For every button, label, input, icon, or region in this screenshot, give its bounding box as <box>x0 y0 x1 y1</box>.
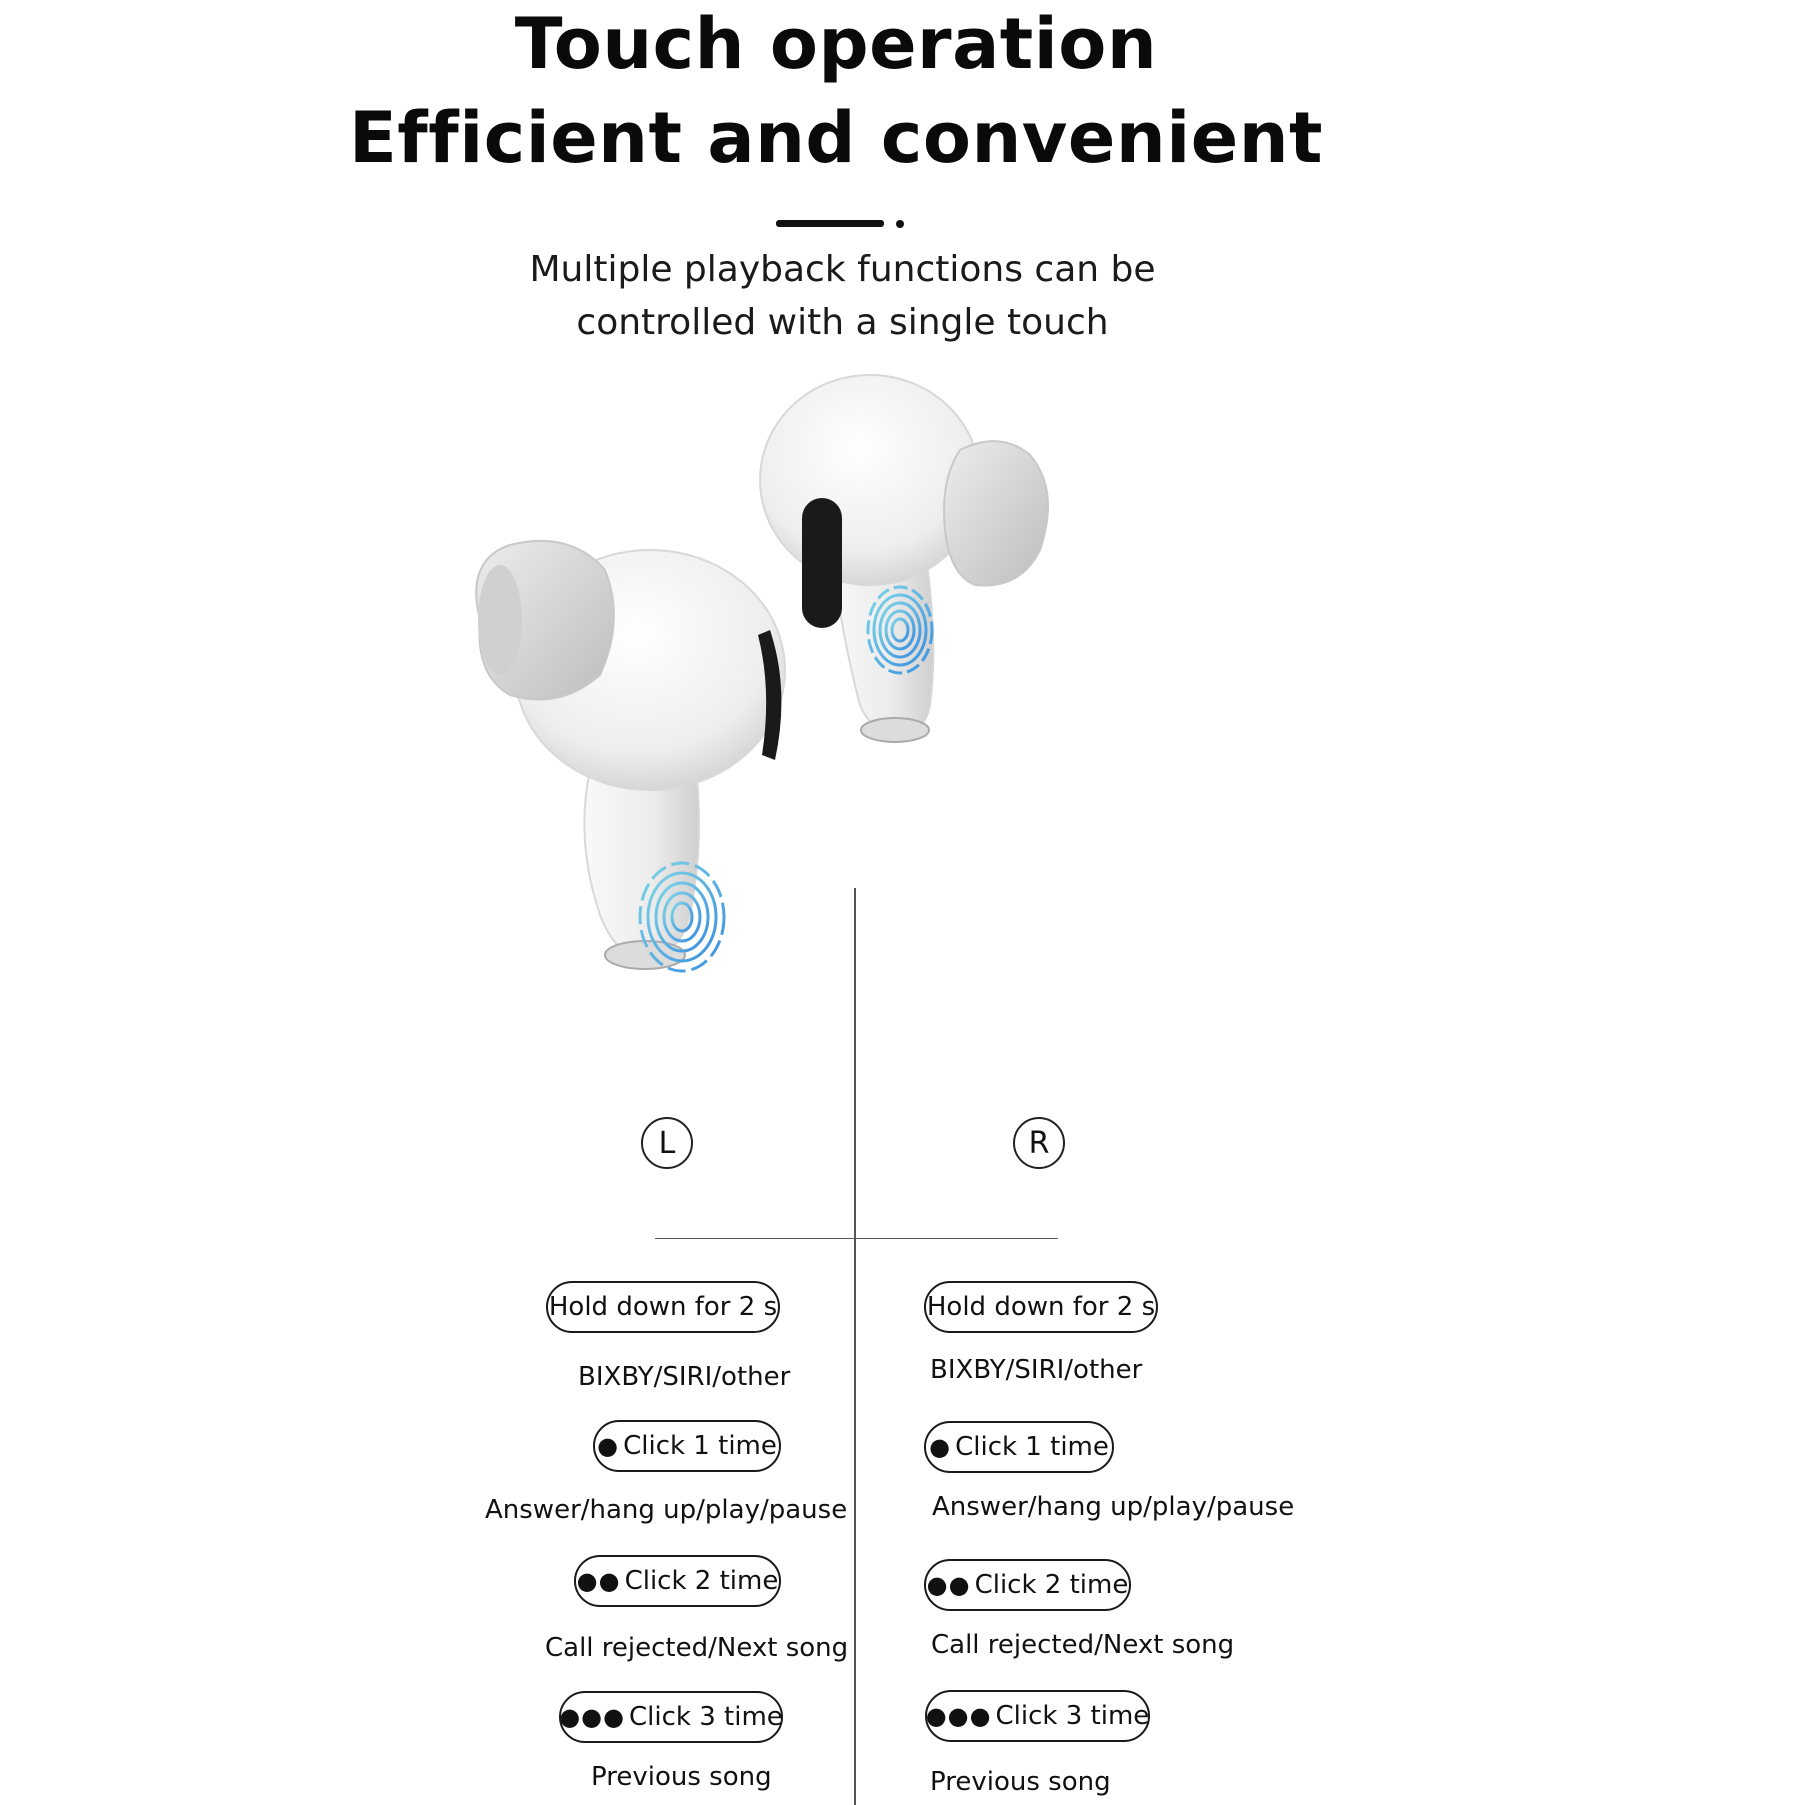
right-click2-result: Call rejected/Next song <box>931 1630 1235 1660</box>
left-side-label: L <box>641 1117 693 1169</box>
one-dot-icon: ● <box>597 1432 620 1460</box>
right-click2-pill <box>924 1559 1131 1611</box>
left-hold-result: BIXBY/SIRI/other <box>578 1362 791 1392</box>
vertical-divider <box>854 888 856 1805</box>
pill-label: Hold down for 2 s <box>548 1292 778 1322</box>
right-earbud <box>760 375 1048 742</box>
pill-label: Click 3 time <box>995 1701 1150 1731</box>
pill-label: Click 1 time <box>623 1431 777 1461</box>
pill-label: Hold down for 2 s <box>926 1292 1156 1322</box>
left-click1-result: Answer/hang up/play/pause <box>485 1495 848 1525</box>
pill-label: Click 1 time <box>955 1432 1109 1462</box>
left-earbud <box>476 541 785 971</box>
pill-label: Click 2 time <box>624 1566 779 1596</box>
right-hold-result: BIXBY/SIRI/other <box>930 1355 1143 1385</box>
two-dots-icon: ●● <box>576 1567 621 1595</box>
left-click2-pill <box>574 1555 781 1607</box>
left-click1-pill <box>593 1420 781 1472</box>
headline-line-2: Efficient and convenient <box>348 97 1324 179</box>
left-hold-pill <box>546 1281 780 1333</box>
pill-label: Click 2 time <box>974 1570 1129 1600</box>
subtitle-line-2: controlled with a single touch <box>576 302 1109 343</box>
left-click2-result: Call rejected/Next song <box>545 1633 849 1663</box>
right-hold-pill <box>924 1281 1158 1333</box>
left-click3-result: Previous song <box>591 1762 772 1792</box>
right-click1-result: Answer/hang up/play/pause <box>932 1492 1295 1522</box>
subtitle-line-1: Multiple playback functions can be <box>529 249 1156 290</box>
right-click3-pill <box>925 1690 1150 1742</box>
pill-label: Click 3 time <box>629 1702 783 1732</box>
headline-line-1: Touch operation <box>514 3 1158 85</box>
three-dots-icon: ●●● <box>925 1702 992 1730</box>
left-click3-pill <box>559 1691 783 1743</box>
one-dot-icon: ● <box>929 1433 952 1461</box>
two-dots-icon: ●● <box>926 1571 971 1599</box>
three-dots-icon: ●●● <box>559 1703 626 1731</box>
horizontal-divider <box>655 1238 1058 1239</box>
divider-bar <box>776 220 884 227</box>
right-click1-pill <box>924 1421 1114 1473</box>
earbuds-illustration <box>440 370 1240 1070</box>
right-click3-result: Previous song <box>930 1767 1111 1797</box>
right-side-label: R <box>1013 1117 1065 1169</box>
divider-dot <box>896 220 904 228</box>
